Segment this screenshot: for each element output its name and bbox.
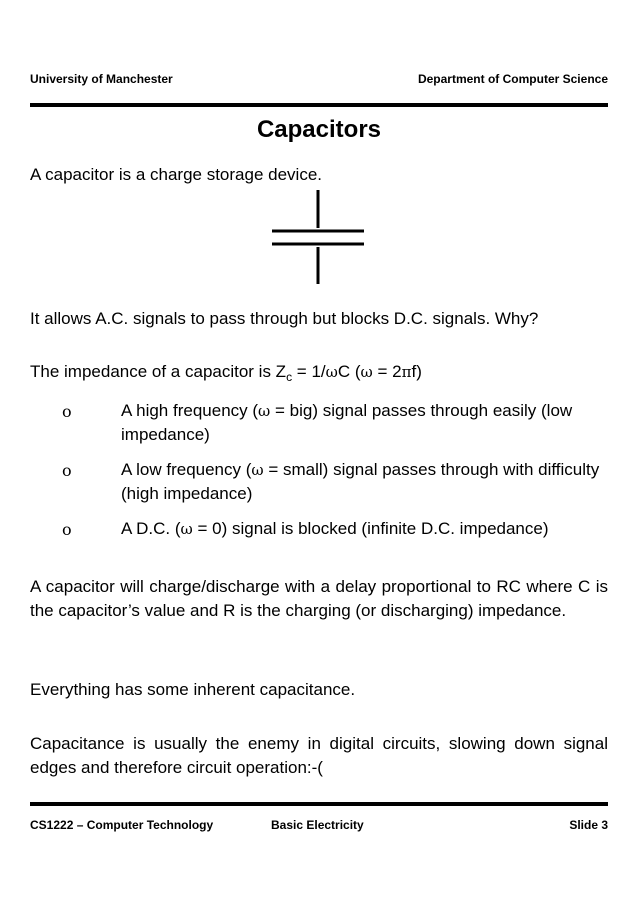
list-item: A low frequency (ω = small) signal passes through with difficulty (high impedance)	[121, 460, 600, 503]
header-rule	[30, 103, 608, 107]
footer-topic: Basic Electricity	[271, 818, 364, 832]
intro-text: A capacitor is a charge storage device.	[30, 165, 322, 184]
bullet-marker: o	[62, 461, 72, 480]
inherent-text: Everything has some inherent capacitance.	[30, 680, 356, 699]
footer-rule	[30, 802, 608, 806]
capacitor-symbol-icon	[266, 187, 370, 285]
enemy-text: Capacitance is usually the enemy in digital circuits, slowing down signal edges and therefore circuit operation:-(	[30, 734, 608, 777]
footer-course: CS1222 – Computer Technology	[30, 818, 214, 832]
page-title: Capacitors	[256, 116, 382, 143]
list-item: A high frequency (ω = big) signal passes through easily (low impedance)	[121, 401, 573, 444]
charge-text: A capacitor will charge/discharge with a delay proportional to RC where C is the capacitor’s value and R is the charging (or discharging) impedance.	[30, 577, 608, 620]
header-department: Department of Computer Science	[417, 72, 608, 86]
allows-text: It allows A.C. signals to pass through but blocks D.C. signals. Why?	[30, 309, 539, 328]
bullet-marker: o	[62, 520, 72, 539]
list-item: A D.C. (ω = 0) signal is blocked (infinite D.C. impedance)	[121, 519, 549, 538]
impedance-text: The impedance of a capacitor is $Z_c = 1/\omega C$ (ω = 2πf)	[30, 362, 422, 384]
header-university: University of Manchester	[30, 72, 173, 86]
bullet-marker: o	[62, 402, 72, 421]
footer-slide-number: Slide 3	[569, 818, 608, 832]
